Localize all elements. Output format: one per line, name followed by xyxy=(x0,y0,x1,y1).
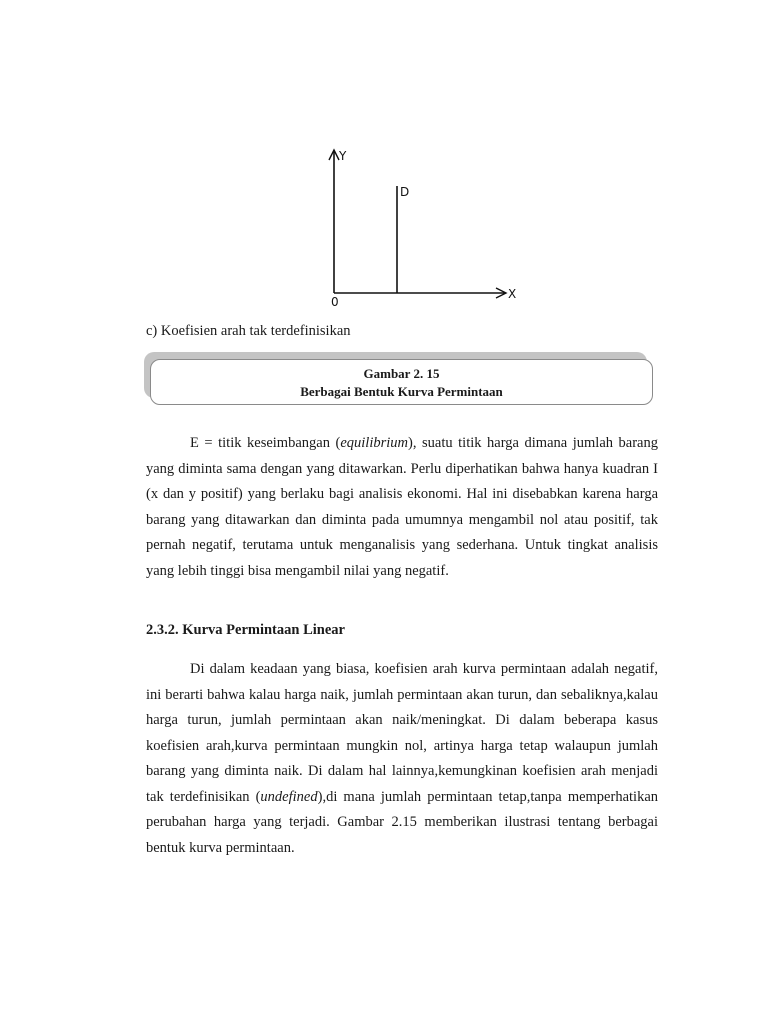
y-axis-label: Y xyxy=(339,149,347,163)
paragraph-equilibrium xyxy=(146,431,658,584)
paragraph-text: ), suatu titik harga dimana jumlah barang yang diminta sama dengan yang ditawarkan. Perlu diperhatikan bahwa hanya kuadran I (x dan y positif) yang berlaku bagi analisis ekonomi. Hal ini disebabkan karena harga barang yang ditawarkan dan diminta pada umumnya mengambil nol atau positif, tak pernah negatif, terutama untuk menganalisis yang sederhana. Untuk tingkat analisis yang lebih tinggi bisa mengambil nilai yang negatif. xyxy=(146,435,658,579)
paragraph-text: Di dalam keadaan yang biasa, koefisien arah kurva permintaan adalah negatif, ini berarti bahwa kalau harga naik, jumlah permintaan akan turun, dan sebaliknya,kalau harga turun, jumlah permintaan akan naik/meningkat. Di dalam beberapa kasus koefisien arah,kurva permintaan mungkin nol, artinya harga tetap walaupun jumlah barang yang diminta naik. Di dalam hal lainnya,kemungkinan koefisien arah menjadi tak terdefinisikan ( xyxy=(146,661,658,805)
figure-number: Gambar 2. 15 xyxy=(363,366,440,381)
curve-label: D xyxy=(400,185,410,199)
figure-caption-box xyxy=(150,359,653,405)
paragraph-linear-demand xyxy=(146,657,658,861)
figure-title: Berbagai Bentuk Kurva Permintaan xyxy=(300,384,503,399)
paragraph-emphasis: undefined xyxy=(260,788,318,805)
x-axis-label: X xyxy=(508,287,517,301)
paragraph-emphasis: equilibrium xyxy=(340,435,408,451)
section-heading: 2.3.2. Kurva Permintaan Linear xyxy=(146,622,345,638)
figure-sub-caption: c) Koefisien arah tak terdefinisikan xyxy=(146,323,351,339)
paragraph-text: E = titik keseimbangan ( xyxy=(190,435,341,451)
origin-label: 0 xyxy=(331,295,339,309)
demand-curve-diagram xyxy=(0,0,768,330)
paragraph-text: ),di mana jumlah permintaan tetap,tanpa memperhatikan perubahan harga yang terjadi. Gambar 2.15 memberikan ilustrasi tentang berbagai bentuk kurva permintaan. xyxy=(146,788,659,856)
